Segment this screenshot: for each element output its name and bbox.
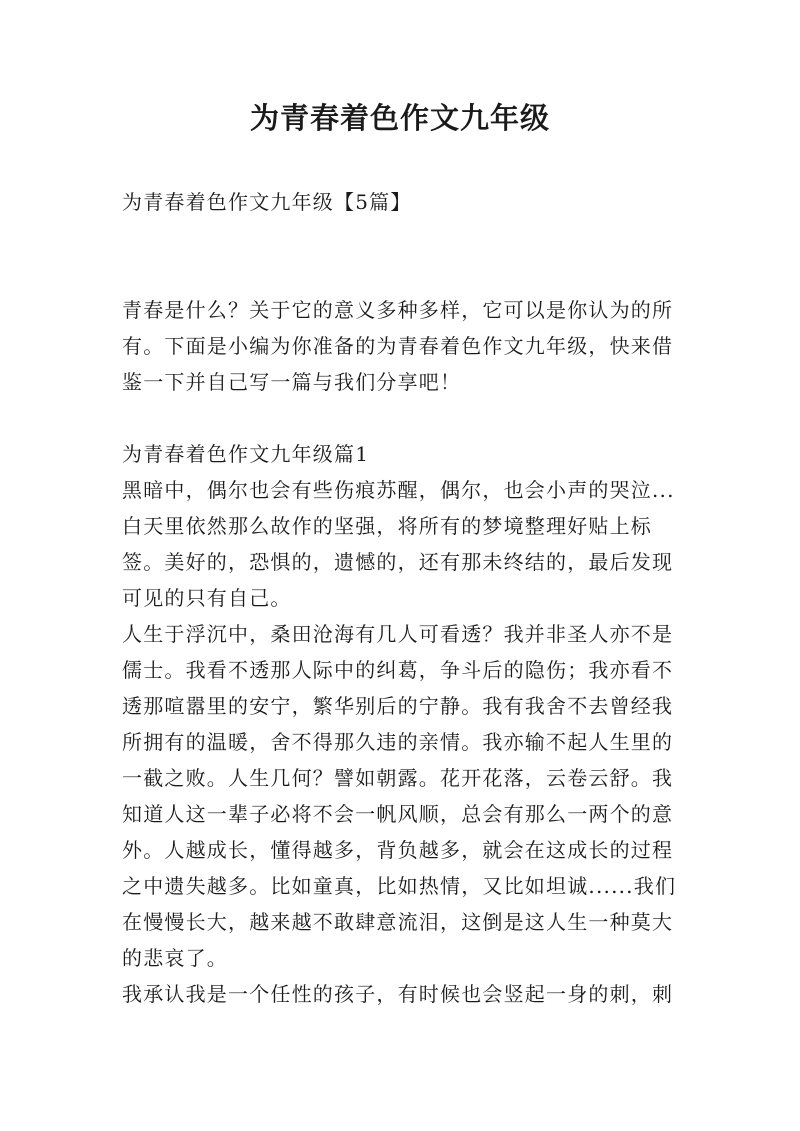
document-body: [122, 184, 682, 1012]
section-heading: 为青春着色作文九年级篇1: [122, 442, 370, 466]
document-subtitle: 为青春着色作文九年级【5篇】: [122, 190, 412, 214]
spacer: [122, 400, 682, 436]
intro-paragraph: 青春是什么？关于它的意义多种多样，它可以是你认为的所有。下面是小编为你准备的为青春着色作文九年级，快来借鉴一下并自己写一篇与我们分享吧！: [122, 298, 674, 394]
body-paragraph: 黑暗中，偶尔也会有些伤痕苏醒，偶尔，也会小声的哭泣...白天里依然那么故作的坚强，将所有的梦境整理好贴上标签。美好的，恐惧的，遗憾的，还有那未终结的，最后发现可见的只有自己。: [122, 478, 675, 610]
spacer: [122, 256, 682, 292]
body-paragraph: 我承认我是一个任性的孩子，有时候也会竖起一身的刺，刺: [122, 982, 674, 1006]
document-title: 为青春着色作文九年级: [249, 101, 550, 135]
spacer: [122, 220, 682, 256]
body-paragraph: 人生于浮沉中，桑田沧海有几人可看透？我并非圣人亦不是儒士。我看不透那人际中的纠葛，争斗后的隐伤；我亦看不透那喧嚣里的安宁，繁华别后的宁静。我有我舍不去曾经我所拥有的温暖，舍不得那久违的亲情。我亦输不起人生里的一截之败。人生几何？譬如朝露。花开花落，云卷云舒。我知道人这一辈子必将不会一帆风顺，总会有那么一两个的意外。人越成长，懂得越多，背负越多，就会在这成长的过程之中遗失越多。比如童真，比如热情，又比如坦诚......我们在慢慢长大，越来越不敢肆意流泪，这倒是这人生一种莫大的悲哀了。: [122, 622, 677, 970]
